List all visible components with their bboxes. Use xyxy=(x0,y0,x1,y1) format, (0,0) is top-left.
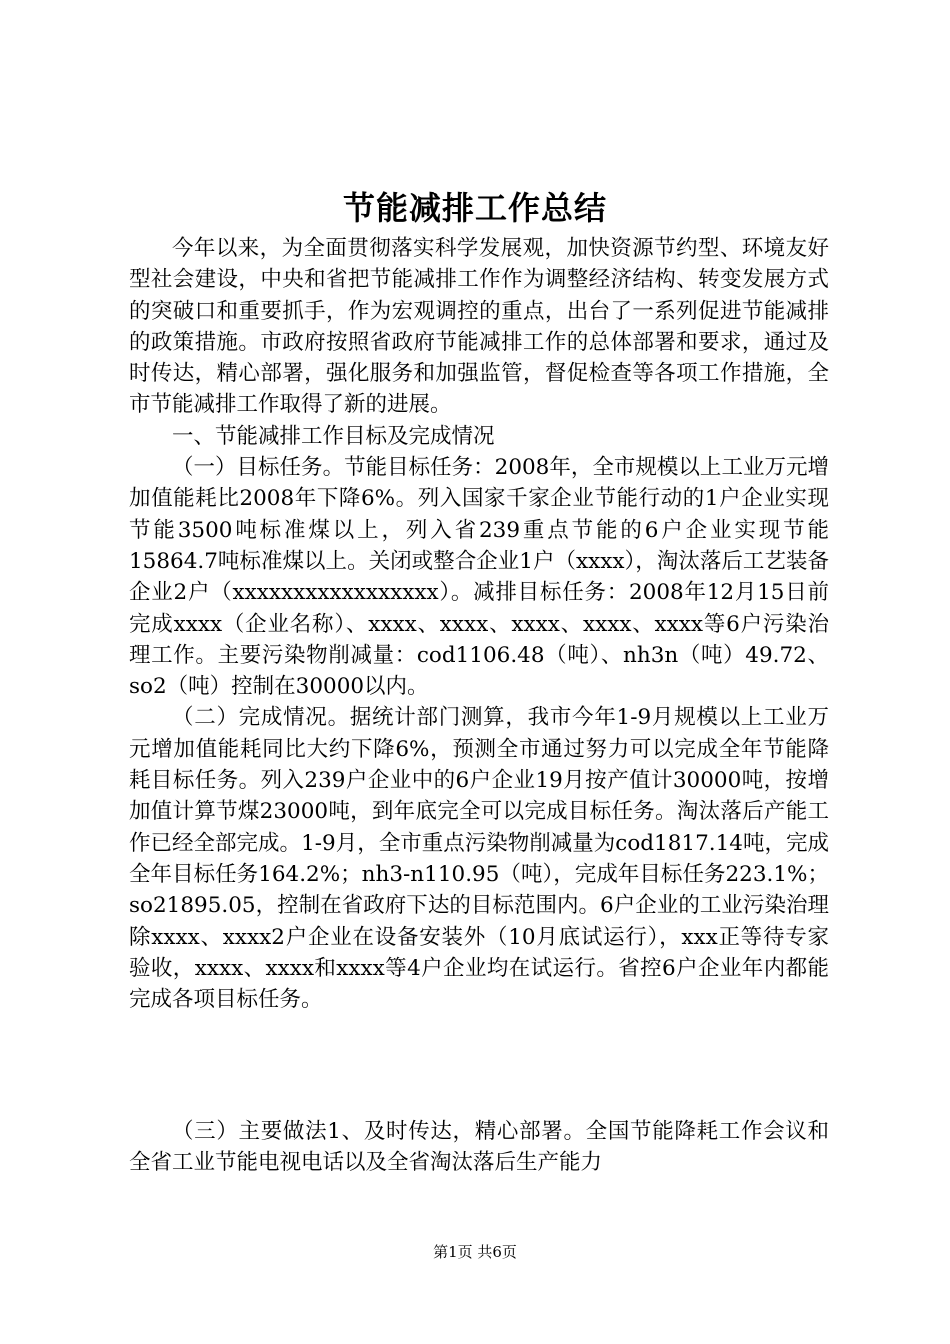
main-practices-paragraph: （三）主要做法1、及时传达，精心部署。全国节能降耗工作会议和全省工业节能电视电话以及全省淘汰落后生产能力 xyxy=(129,1119,829,1176)
completion-paragraph: （二）完成情况。据统计部门测算，我市今年1-9月规模以上工业万元增加值能耗同比大约下降6%，预测全市通过努力可以完成全年节能降耗目标任务。列入239户企业中的6户企业19月按产值计30000吨，按增加值计算节煤23000吨，到年底完全可以完成目标任务。淘汰落后产能工作已经全部完成。1-9月，全市重点污染物削减量为cod1817.14吨，完成全年目标任务164.2%；nh3-n110.95（吨），完成年目标任务223.1%；so21895.05，控制在省政府下达的目标范围内。6户企业的工业污染治理除xxxx、xxxx2户企业在设备安装外（10月底试运行），xxx正等待专家验收，xxxx、xxxx和xxxx等4户企业均在试运行。省控6户企业年内都能完成各项目标任务。 xyxy=(129,705,829,1013)
document-body-continued xyxy=(129,1116,829,1179)
document-title: 节能减排工作总结 xyxy=(342,189,607,227)
intro-paragraph: 今年以来，为全面贯彻落实科学发展观，加快资源节约型、环境友好型社会建设，中央和省把节能减排工作作为调整经济结构、转变发展方式的突破口和重要抓手，作为宏观调控的重点，出台了一系列促进节能减排的政策措施。市政府按照省政府节能减排工作的总体部署和要求，通过及时传达，精心部署，强化服务和加强监管，督促检查等各项工作措施，全市节能减排工作取得了新的进展。 xyxy=(129,236,829,418)
page-footer: 第1页 共6页 xyxy=(433,1243,517,1261)
section-heading: 一、节能减排工作目标及完成情况 xyxy=(172,423,495,449)
target-tasks-paragraph: （一）目标任务。节能目标任务：2008年，全市规模以上工业万元增加值能耗比2008年下降6%。列入国家千家企业节能行动的1户企业实现节能3500吨标准煤以上，列入省239重点节能的6户企业实现节能15864.7吨标准煤以上。关闭或整合企业1户（xxxx），淘汰落后工艺装备企业2户（xxxxxxxxxxxxxxxxx）。减排目标任务：2008年12月15日前完成xxxx（企业名称）、xxxx、xxxx、xxxx、xxxx、xxxx等6户污染治理工作。主要污染物削减量：cod1106.48（吨）、nh3n（吨）49.72、so2（吨）控制在30000以内。 xyxy=(129,455,829,700)
document-body xyxy=(129,233,829,1015)
